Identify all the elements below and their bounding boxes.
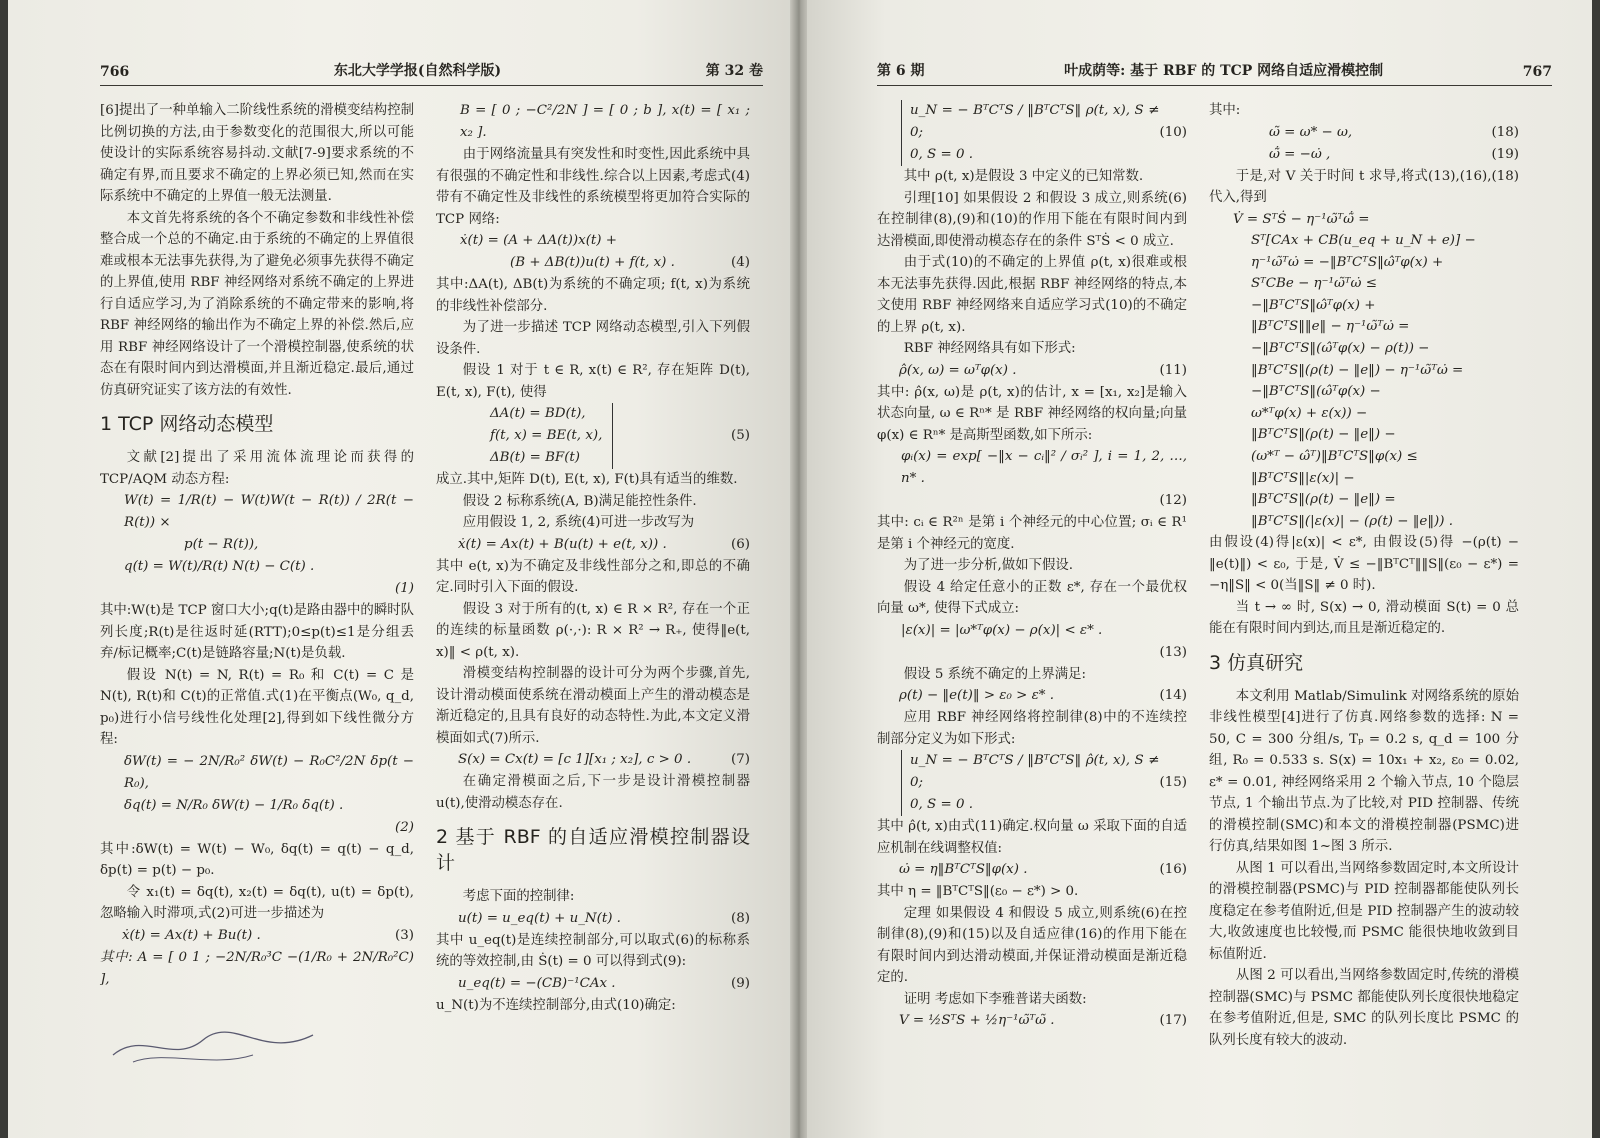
paragraph: 从图 1 可以看出,当网络参数固定时,本文所设计的滑模控制器(PSMC)与 PID 控制器都能使队列长度稳定在参考值附近,但是 PID 控制器产生的波动较大,收敛速度也比较慢,而 PSMC 能很快地收敛到目标值附近. <box>1209 860 1519 962</box>
paragraph: 由于网络流量具有突发性和时变性,因此系统中具有很强的不确定性和非线性.综合以上因素,考虑式(4)带有不确定性及非线性的系统模型将更加符合实际的 TCP 网络: <box>436 147 750 227</box>
equation-19 <box>1209 144 1519 166</box>
paragraph: 其中: ρ̂(x, ω)是 ρ(t, x)的估计, x = [x₁, x₂]是输入状态向量, ω ∈ Rⁿ* 是 RBF 神经网络的权向量;向量 φ(x) ∈ Rⁿ* 是高斯型函数,如下所示: <box>877 384 1187 443</box>
paragraph: 其中:W(t)是 TCP 窗口大小;q(t)是路由器中的瞬时队列长度;R(t)是往返时延(RTT);0≤p(t)≤1是分组丢弃/标记概率;C(t)是链路容量;N(t)是负载. <box>100 603 414 661</box>
equation-number: (10) <box>1159 125 1187 140</box>
paragraph: 其中:ΔA(t), ΔB(t)为系统的不确定项; f(t, x)为系统的非线性补偿部分. <box>436 277 750 314</box>
paragraph: 当 t → ∞ 时, S(x) → 0, 滑动模面 S(t) = 0 总能在有限时间内到达,而且是渐近稳定的. <box>1209 599 1519 637</box>
left-page <box>8 0 793 1138</box>
paragraph: 证明 考虑如下李雅普诺夫函数: <box>903 991 1087 1007</box>
derivation-line: ‖BᵀCᵀS‖|ε(x)| − <box>1251 470 1355 486</box>
equation-body: ω̇ = η‖BᵀCᵀS‖φ(x) . <box>899 862 1028 877</box>
paragraph: 从图 2 可以看出,当网络参数固定时,传统的滑模控制器(SMC)与 PSMC 都能使队列长度很快地稳定在参考值附近,但是, SMC 的队列长度比 PSMC 的队列长度有较大的波动. <box>1209 968 1519 1048</box>
derivation-line: −‖BᵀCᵀS‖ω̂ᵀφ(x) + <box>1251 297 1376 313</box>
matrix-B: B = [ 0 ; −C²/2N ] = [ 0 ; b ], x(t) = [ x₁ ; x₂ ]. <box>460 103 750 140</box>
volume-label: 第 32 卷 <box>705 63 763 79</box>
paragraph: 引理[10] 如果假设 2 和假设 3 成立,则系统(6)在控制律(8),(9)和(10)的作用下能在有限时间内到达滑模面,即使滑动模态存在的条件 SᵀṠ < 0 成立. <box>877 190 1187 249</box>
equation-6 <box>436 534 750 556</box>
paragraph: RBF 神经网络具有如下形式: <box>903 341 1076 356</box>
paragraph: u_N(t)为不连续控制部分,由式(10)确定: <box>436 997 676 1013</box>
paragraph: 假设 5 系统不确定的上界满足: <box>903 666 1087 682</box>
equation-line: u_N = − BᵀCᵀS / ‖BᵀCᵀS‖ ρ̂(t, x), S ≠ 0; <box>910 753 1160 790</box>
equation-number: (13) <box>1159 644 1187 660</box>
paragraph: 其中 η = ‖BᵀCᵀS‖(ε₀ − ε*) > 0. <box>877 884 1079 899</box>
equation-line: δq(t) = N/R₀ δW(t) − 1/R₀ δq(t) . <box>124 797 344 813</box>
equation-10 <box>877 100 1187 166</box>
equation-number: (17) <box>1159 1013 1187 1028</box>
equation-17 <box>877 1010 1187 1032</box>
paragraph: 考虑下面的控制律: <box>462 889 575 904</box>
equation-line: 0, S = 0 . <box>910 147 973 162</box>
paragraph: 应用 RBF 神经网络将控制律(8)中的不连续控制部分定义为如下形式: <box>877 710 1187 747</box>
paragraph: 在确定滑模面之后,下一步是设计滑模控制器 u(t),使滑动模态存在. <box>436 774 750 811</box>
right-column-1 <box>877 100 1187 1051</box>
equation-body: ρ̂(x, ω) = ωᵀφ(x) . <box>899 362 1017 378</box>
left-column-2 <box>436 100 750 1016</box>
equation-line: q(t) = W(t)/R(t) N(t) − C(t) . <box>124 559 315 574</box>
equation-5 <box>436 403 750 469</box>
equation-4 <box>436 230 750 274</box>
equation-line: δW(t) = − 2N/R₀² δW(t) − R₀C²/2N δp(t − R₀), <box>124 753 414 791</box>
equation-number: (2) <box>395 819 414 835</box>
equation-14 <box>877 685 1187 707</box>
paragraph: 其中: cᵢ ∈ R²ⁿ 是第 i 个神经元的中心位置; σᵢ ∈ R¹ 是第 i 个神经元的宽度. <box>877 515 1187 552</box>
derivation-line: ‖BᵀCᵀS‖(ρ(t) − ‖e‖) − η⁻¹ω̃ᵀω̇ = <box>1251 362 1464 378</box>
equation-number: (14) <box>1159 688 1187 703</box>
paragraph: 文献[2]提出了采用流体流理论而获得的 TCP/AQM 动态方程: <box>100 450 414 487</box>
running-title: 叶成荫等: 基于 RBF 的 TCP 网络自适应滑模控制 <box>1064 63 1384 79</box>
equation-line: (B + ΔB(t))u(t) + f(t, x) . <box>510 255 675 270</box>
paragraph: 本文利用 Matlab/Simulink 对网络系统的原始非线性模型[4]进行了仿真.网络参数的选择: N = 50, C = 300 分组/s, Tₚ = 0.2 s, q_d = 100 分组, R₀ = 0.533 s. S(x) = 10x₁ + x₂, ε₀ = 0.02, ε* = 0.01, 神经网络采用 2 个输入节点, 10 个隐层节点, 1 个输出节点.为了比较,对 PID 控制器、传统的滑模控制(SMC)和本文的滑模控制器(PSMC)进行仿真,结果如图 1~图 3 所示. <box>1209 688 1519 855</box>
equation-number: (11) <box>1159 362 1187 378</box>
derivation-line: Sᵀ[CAx + CB(u_eq + u_N + e)] − <box>1251 233 1476 249</box>
paragraph: 定理 如果假设 4 和假设 5 成立,则系统(6)在控制律(8),(9)和(15)以及自适应律(16)的作用下能在有限时间内到达滑动模面,并保证滑动模面是渐近稳定的. <box>877 905 1187 985</box>
equation-line: 0, S = 0 . <box>910 797 973 812</box>
equation-16 <box>877 859 1187 881</box>
equation-body: S(x) = Cx(t) = [c 1][x₁ ; x₂], c > 0 . <box>458 752 692 767</box>
paragraph: 令 x₁(t) = δq(t), x₂(t) = δq(t), u(t) = δp(t),忽略输入时滞项,式(2)可进一步描述为 <box>100 884 414 921</box>
paragraph: 由于式(10)的不确定的上界值 ρ(t, x)很难或根本无法事先获得.因此,根据 RBF 神经网络的特点,本文使用 RBF 神经网络来自适应学习式(10)的不确定的上界 ρ(t, x). <box>877 255 1187 335</box>
equation-body: φᵢ(x) = exp[ −‖x − cᵢ‖² / σᵢ² ], i = 1, 2, …, n* . <box>901 449 1187 486</box>
equation-number: (12) <box>1159 493 1187 508</box>
paragraph: 由假设(4)得|ε(x)| < ε*, 由假设(5)得 −(ρ(t) − ‖e(t)‖) < ε₀, 于是, V̇ ≤ −‖BᵀCᵀ‖‖S‖(ε₀ − ε*) = −η‖S‖ < 0(当‖S‖ ≠ 0 时). <box>1209 535 1519 594</box>
equation-number: (19) <box>1491 146 1519 162</box>
paragraph: 其中:δW(t) = W(t) − W₀, δq(t) = q(t) − q_d, δp(t) = p(t) − p₀. <box>100 841 414 878</box>
equation-number: (18) <box>1491 124 1519 140</box>
equation-18 <box>1209 122 1519 144</box>
left-page-header <box>100 60 763 86</box>
section-heading: 2 基于 RBF 的自适应滑模控制器设计 <box>436 826 750 874</box>
equation-line: f(t, x) = BE(t, x), <box>490 428 603 443</box>
section-heading: 3 仿真研究 <box>1209 651 1304 674</box>
derivation-line: η⁻¹ω̃ᵀω̇ = −‖BᵀCᵀS‖ω̂ᵀφ(x) + <box>1251 254 1444 270</box>
equation-line: u_N = − BᵀCᵀS / ‖BᵀCᵀS‖ ρ(t, x), S ≠ 0; <box>910 103 1160 140</box>
paragraph: 为了进一步分析,做如下假设. <box>903 558 1073 573</box>
page-number: 766 <box>100 64 130 80</box>
right-page <box>807 0 1592 1138</box>
equation-body: V = ½SᵀS + ½η⁻¹ω̃ᵀω̃ . <box>899 1013 1055 1028</box>
derivation-line: ‖BᵀCᵀS‖(|ε(x)| − (ρ(t) − ‖e‖)) . <box>1251 513 1453 529</box>
derivation-line: ‖BᵀCᵀS‖(ρ(t) − ‖e‖) = <box>1251 492 1396 508</box>
paragraph: 滑模变结构控制器的设计可分为两个步骤,首先,设计滑动模面使系统在滑动模面上产生的滑动模态是渐近稳定的,且具有良好的动态特性.为此,本文定义滑模面如式(7)所示. <box>436 666 750 746</box>
paragraph: 假设 N(t) = N, R(t) = R₀ 和 C(t) = C 是 N(t), R(t)和 C(t)的正常值.式(1)在平衡点(W₀, q_d, p₀)进行小信号线性化处理[2],得到如下线性微分方程: <box>100 667 414 747</box>
derivation-line: −‖BᵀCᵀS‖(ω̂ᵀφ(x) − <box>1251 384 1381 400</box>
equation-number: (7) <box>731 752 750 767</box>
right-page-header <box>877 60 1552 86</box>
derivation-line: SᵀCBe − η⁻¹ω̃ᵀω̇ ≤ <box>1251 276 1377 292</box>
paragraph: 假设 4 给定任意小的正数 ε*, 存在一个最优权向量 ω*, 使得下式成立: <box>877 579 1187 616</box>
equation-line: ẋ(t) = (A + ΔA(t))x(t) + <box>460 233 617 248</box>
equation-number: (5) <box>731 428 750 443</box>
equation-number: (4) <box>731 255 750 270</box>
equation-number: (1) <box>395 581 414 596</box>
equation-13 <box>877 620 1187 664</box>
equation-number: (15) <box>1159 775 1187 790</box>
paragraph: 为了进一步描述 TCP 网络动态模型,引入下列假设条件. <box>436 320 750 357</box>
equation-15 <box>877 750 1187 816</box>
derivation-block <box>1209 209 1519 533</box>
equation-2 <box>100 751 414 839</box>
paragraph: 其中: <box>1209 103 1241 118</box>
equation-body: ẋ(t) = Ax(t) + Bu(t) . <box>122 927 261 943</box>
derivation-line: −‖BᵀCᵀS‖(ω̂ᵀφ(x) − ρ(t)) − <box>1251 341 1430 357</box>
derivation-line: ‖BᵀCᵀS‖‖e‖ − η⁻¹ω̃ᵀω̇ = <box>1251 319 1410 335</box>
equation-12 <box>877 446 1187 512</box>
equation-number: (9) <box>731 975 750 991</box>
equation-1 <box>100 490 414 600</box>
page-number: 767 <box>1522 64 1552 80</box>
equation-body: ω̃̇ = −ω̇ , <box>1269 146 1331 162</box>
section-heading: 1 TCP 网络动态模型 <box>100 413 274 435</box>
paragraph: 假设 1 对于 t ∈ R, x(t) ∈ R², 存在矩阵 D(t), E(t, x), F(t), 使得 <box>436 363 750 400</box>
paragraph: 假设 3 对于所有的(t, x) ∈ R × R², 存在一个正的连续的标量函数 ρ(·,·): R × R² → R₊, 使得‖e(t, x)‖ < ρ(t, x). <box>436 601 750 660</box>
paragraph: 本文首先将系统的各个不确定参数和非线性补偿整合成一个总的不确定.由于系统的不确定的上界值很难或根本无法事先获得,为了避免必须事先获得不确定的上界值,使用 RBF 神经网络对系统不确定的上界进行自适应学习,为了消除系统的不确定带来的影响,将 RBF 神经网络的输出作为不确定上界的补偿.然后,应用 RBF 神经网络设计了一个滑模控制器,使系统的状态在有限时间内到达滑模面,并且渐近稳定.最后,通过仿真研究证实了该方法的有效性. <box>100 210 414 398</box>
equation-3 <box>100 925 414 947</box>
derivation-line: ω*ᵀφ(x) + ε(x)) − <box>1251 405 1368 421</box>
issue-label: 第 6 期 <box>877 63 925 79</box>
paragraph: 应用假设 1, 2, 系统(4)可进一步改写为 <box>462 515 695 530</box>
equation-line: p(t − R(t)), <box>184 537 259 552</box>
derivation-line: V̇ = SᵀṠ − η⁻¹ω̃ᵀω̃̇ = <box>1233 211 1370 227</box>
derivation-line: ‖BᵀCᵀS‖(ρ(t) − ‖e‖) − <box>1251 427 1396 443</box>
derivation-line: (ω*ᵀ − ω̂ᵀ)‖BᵀCᵀS‖φ(x) ≤ <box>1251 449 1418 465</box>
equation-line: W(t) = 1/R(t) − W(t)W(t − R(t)) / 2R(t − R(t)) × <box>124 493 414 530</box>
equation-line: ΔA(t) = BD(t), <box>490 406 586 421</box>
equation-line: ΔB(t) = BF(t) <box>490 450 581 465</box>
equation-number: (8) <box>731 910 750 926</box>
equation-8 <box>436 908 750 930</box>
paragraph: 成立.其中,矩阵 D(t), E(t, x), F(t)具有适当的维数. <box>436 472 738 487</box>
journal-title: 东北大学学报(自然科学版) <box>333 63 502 79</box>
matrix-A: 其中: A = [ 0 1 ; −2N/R₀³C −(1/R₀ + 2N/R₀²C) ], <box>100 949 414 987</box>
equation-9 <box>436 973 750 995</box>
equation-body: ω̃ = ω* − ω, <box>1269 124 1353 140</box>
left-column-1 <box>100 100 414 1016</box>
paragraph: 于是,对 V 关于时间 t 求导,将式(13),(16),(18)代入,得到 <box>1209 168 1519 205</box>
equation-body: u(t) = u_eq(t) + u_N(t) . <box>458 910 621 926</box>
equation-number: (16) <box>1159 862 1187 877</box>
paragraph: 假设 2 标称系统(A, B)满足能控性条件. <box>462 493 697 509</box>
equation-7 <box>436 749 750 771</box>
equation-body: ẋ(t) = Ax(t) + B(u(t) + e(t, x)) . <box>458 536 667 552</box>
equation-11 <box>877 360 1187 382</box>
paragraph: 其中 ρ(t, x)是假设 3 中定义的已知常数. <box>903 169 1144 184</box>
paragraph: 其中 e(t, x)为不确定及非线性部分之和,即总的不确定.同时引入下面的假设. <box>436 558 750 595</box>
pen-scribble <box>103 1010 333 1070</box>
equation-body: |ε(x)| = |ω*ᵀφ(x) − ρ(x)| < ε* . <box>901 622 1103 638</box>
paragraph: [6]提出了一种单输入二阶线性系统的滑模变结构控制比例切换的方法,由于参数变化的范围很大,所以可能使设计的实际系统容易抖动.文献[7-9]要求系统的不确定有界,而且要求不确定的上界必须已知,然而在实际系统中不确定的上界值一般无法测量. <box>100 103 414 204</box>
paragraph: 其中 ρ̂(t, x)由式(11)确定.权向量 ω 采取下面的自适应机制在线调整权值: <box>877 819 1187 856</box>
equation-number: (6) <box>731 536 750 552</box>
equation-body: ρ(t) − ‖e(t)‖ > ε₀ > ε* . <box>899 688 1054 703</box>
right-column-2 <box>1209 100 1519 1051</box>
equation-body: u_eq(t) = −(CB)⁻¹CAx . <box>458 975 616 991</box>
paragraph: 其中 u_eq(t)是连续控制部分,可以取式(6)的标称系统的等效控制,由 Ṡ(t) = 0 可以得到式(9): <box>436 932 750 969</box>
equation-number: (3) <box>395 927 414 943</box>
